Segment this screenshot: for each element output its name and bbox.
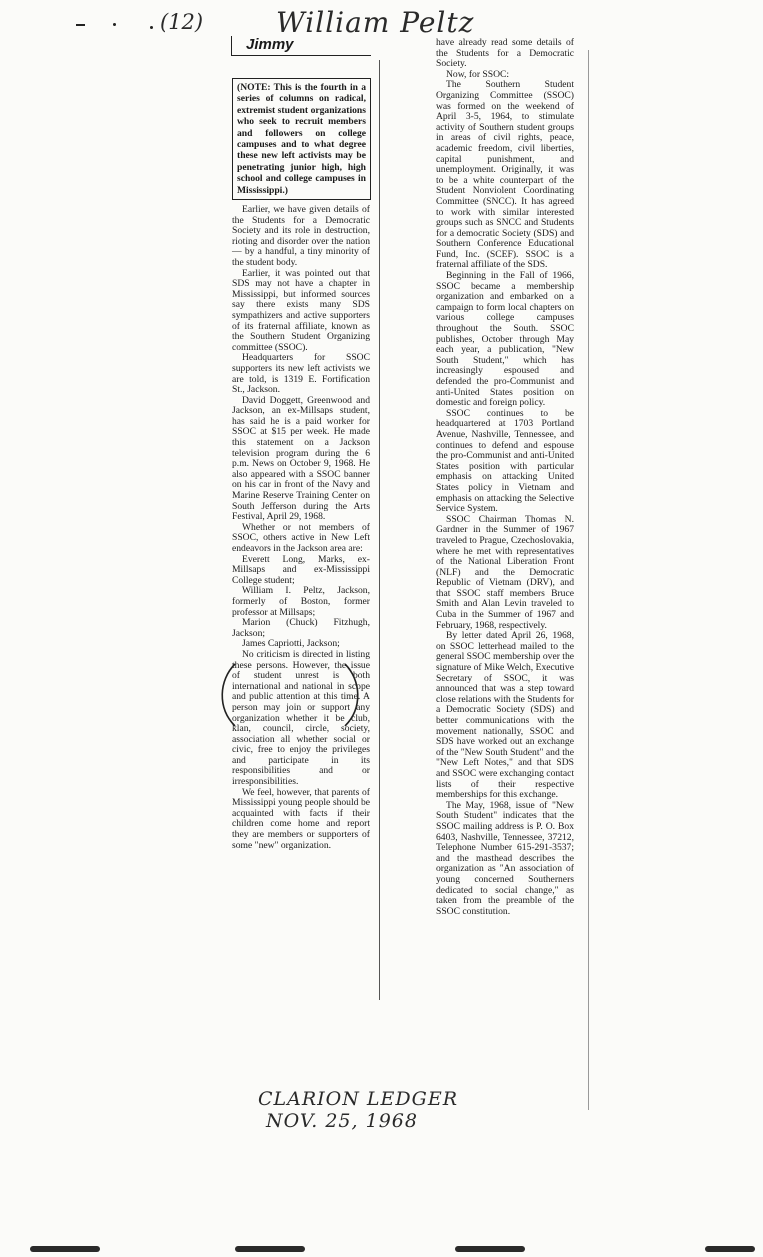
handwritten-bracket bbox=[205, 660, 375, 730]
left-column bbox=[232, 205, 370, 851]
article-paragraph: SSOC continues to be headquartered at 1703 Portland Avenue, Nashville, Tennessee, and continues to defend and espouse the pro-Communist and anti-United States position with particular emphasis on attacking United States policy in Vietnam and emphasis on attacking the Selective Service System. bbox=[436, 407, 574, 515]
article-paragraph: Beginning in the Fall of 1966, SSOC became a membership organization and embarked on a campaign to form local chapters on various college campuses throughout the South. SSOC publishes, October through May each year, a publication, "New South Student," which has increasingly espoused and defended the pro-Communist and anti-United States position on domestic and foreign policy. bbox=[436, 270, 574, 409]
stray-dot-mark bbox=[113, 23, 116, 26]
column-divider bbox=[588, 50, 589, 1110]
column-divider bbox=[379, 60, 380, 1000]
article-paragraph: David Doggett, Greenwood and Jackson, an ex-Millsaps student, has said he is a paid worker for SSOC at $15 per week. He made this statement on a Jackson television program during the 6 p.m. News on October 9, 1968. He also appeared with a SSOC banner on his car in front of the Navy and Marine Reserve Training Center on South Jefferson during the Arts Festival, April 29, 1968. bbox=[232, 394, 370, 523]
handwritten-date: NOV. 25, 1968 bbox=[266, 1110, 418, 1132]
handwritten-name: William Peltz bbox=[276, 6, 475, 39]
scan-edge-bar bbox=[455, 1246, 525, 1252]
article-paragraph: The May, 1968, issue of "New South Student" indicates that the SSOC mailing address is P. O. Box 6403, Nashville, Tennessee, 37212, Telephone Number 615-291-3537; and the masthead describes the organization as "An association of young concerned Southerners dedicated to social change," as taken from the preamble of the SSOC constitution. bbox=[436, 799, 574, 917]
article-paragraph: The Southern Student Organizing Committee (SSOC) was formed on the weekend of April 3-5, 1964, to stimulate activity of Southern student groups in areas of civil rights, peace, academic freedom, civil liberties, capital punishment, and unemployment. Originally, it was to be a white counterpart of the Student Nonviolent Coordinating Committee (SNCC). It has agreed to work with similar interested groups such as SNCC and Students for a democratic Society (SDS) and Southern Conference Educational Fund, Inc. (SCEF). SSOC is a fraternal affiliate of the SDS. bbox=[436, 79, 574, 271]
right-column bbox=[436, 38, 574, 917]
article-paragraph: Everett Long, Marks, ex-Millsaps and ex-Mississippi College student; bbox=[232, 553, 370, 586]
article-paragraph: SSOC Chairman Thomas N. Gardner in the Summer of 1967 traveled to Prague, Czechoslovakia, where he met with representatives of the National Liberation Front (NLF) and the Democratic Republic of Vietnam (DRV), and that SSOC staff members Bruce Smith and Alan Levin traveled to Cuba in the Summer of 1967 and February, 1968, respectively. bbox=[436, 513, 574, 631]
article-paragraph: Marion (Chuck) Fitzhugh, Jackson; bbox=[232, 617, 370, 639]
stray-dot-mark bbox=[150, 26, 153, 29]
article-paragraph: By letter dated April 26, 1968, on SSOC letterhead mailed to the general SSOC membership over the signature of Mike Welch, Executive Secretary of SSOC, it was announced that was a step toward close relations with the Students for a Democratic Society (SDS) and better communications with the movement nationally, SSOC and SDS have worked out an exchange of the "New South Student" and the "New Left Notes," and that SDS and SSOC were exchanging contact lists of their respective memberships for this exchange. bbox=[436, 630, 575, 801]
article-paragraph: Headquarters for SSOC supporters its new left activists we are told, is 1319 E. Fortification St., Jackson. bbox=[232, 352, 370, 396]
article-paragraph: James Capriotti, Jackson; bbox=[242, 638, 340, 650]
scan-edge-bar bbox=[235, 1246, 305, 1252]
article-paragraph: Whether or not members of SSOC, others active in New Left endeavors in the Jackson area are: bbox=[232, 521, 370, 554]
stray-dash-mark bbox=[76, 24, 85, 26]
article-paragraph: No criticism is directed in listing these persons. However, the issue of student unrest is both international and national in scope and public attention at this time. A person may join or support any organization whether it be club, klan, council, circle, society, association all whether social or civic, free to enjoy the privileges and participate in its responsibilities and or irresponsibilities. bbox=[232, 648, 370, 788]
handwritten-source: CLARION LEDGER bbox=[258, 1088, 459, 1110]
scan-edge-bar bbox=[705, 1246, 755, 1252]
scan-edge-bar bbox=[30, 1246, 100, 1252]
article-paragraph: Now, for SSOC: bbox=[446, 68, 510, 80]
article-paragraph: We feel, however, that parents of Mississippi young people should be acquainted with facts if their children come home and report they are members or supporters of some "new" organization. bbox=[232, 786, 370, 851]
article-paragraph: Earlier, we have given details of the Students for a Democratic Society and its role in destruction, rioting and disorder over the nation — by a handful, a tiny minority of the student body. bbox=[232, 204, 370, 268]
article-paragraph: William I. Peltz, Jackson, formerly of Boston, former professor at Millsaps; bbox=[232, 585, 370, 618]
handwritten-page-number: (12) bbox=[160, 10, 204, 34]
article-paragraph: Earlier, it was pointed out that SDS may not have a chapter in Mississippi, but informed sources say there exists many SDS sympathizers and active supporters of its fraternal affiliate, known as the Southern Student Organizing committee (SSOC). bbox=[232, 267, 370, 353]
editor-note: (NOTE: This is the fourth in a series of columns on radical, extremist student organizations who seek to recruit members and followers on college campuses and to what degree these new left activists may be penetrating junior high, high school and college campuses in Mississippi.) bbox=[232, 78, 371, 200]
article-paragraph: have already read some details of the Students for a Democratic Society. bbox=[436, 37, 574, 70]
byline: Jimmy bbox=[231, 36, 371, 56]
